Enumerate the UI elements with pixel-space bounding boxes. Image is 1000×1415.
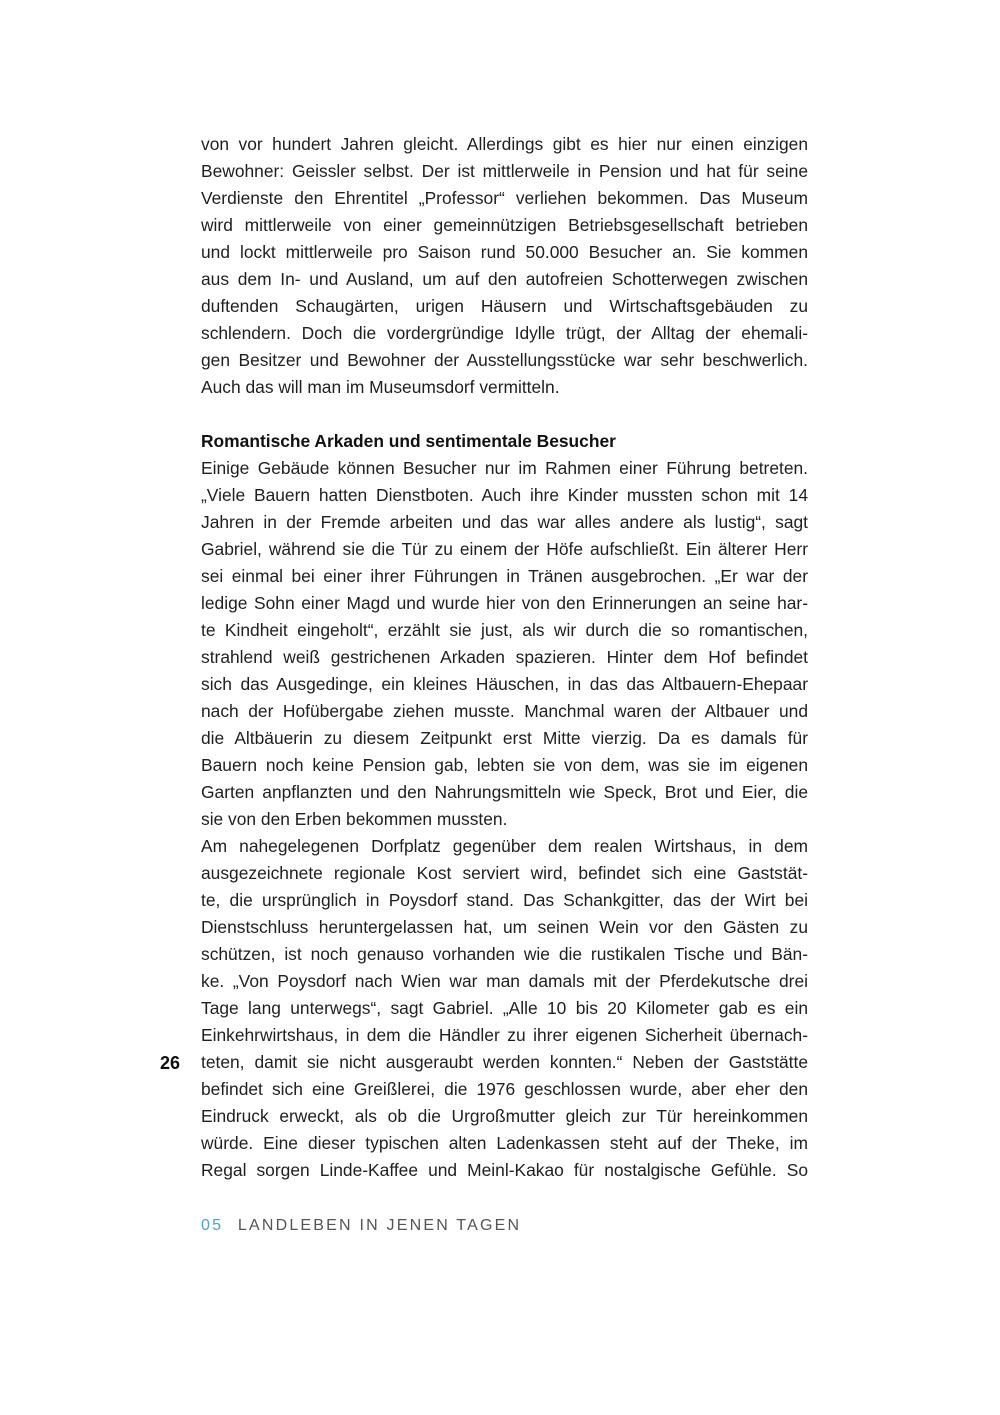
text-line: wird mittlerweile von einer gemeinnützigen Betriebsgesellschaft betrieben bbox=[201, 215, 808, 235]
running-footer bbox=[201, 1214, 521, 1238]
section-heading: Romantische Arkaden und sentimentale Besucher bbox=[201, 431, 616, 451]
text-line: duftenden Schaugärten, urigen Häusern und Wirtschaftsgebäuden zu bbox=[201, 296, 808, 316]
text-line: sei einmal bei einer ihrer Führungen in Tränen ausgebrochen. „Er war der bbox=[201, 566, 808, 586]
text-line: Einkehrwirtshaus, in dem die Händler zu ihrer eigenen Sicherheit übernach- bbox=[201, 1025, 808, 1045]
text-line: te, die ursprünglich in Poysdorf stand. Das Schankgitter, das der Wirt bei bbox=[201, 890, 808, 910]
text-line: „Viele Bauern hatten Dienstboten. Auch ihre Kinder mussten schon mit 14 bbox=[201, 485, 808, 505]
text-line: aus dem In- und Ausland, um auf den autofreien Schotterwegen zwischen bbox=[201, 269, 808, 289]
main-text-column bbox=[201, 131, 808, 1184]
chapter-number: 05 bbox=[201, 1217, 224, 1234]
paragraph-1 bbox=[201, 131, 808, 401]
text-line: ledige Sohn einer Magd und wurde hier von den Erinnerungen an seine har- bbox=[201, 593, 808, 613]
text-line: Garten anpflanzten und den Nahrungsmitteln wie Speck, Brot und Eier, die bbox=[201, 782, 808, 802]
text-line: sich das Ausgedinge, ein kleines Häuschen, in das das Altbauern-Ehepaar bbox=[201, 674, 808, 694]
text-line: befindet sich eine Greißlerei, die 1976 geschlossen wurde, aber eher den bbox=[201, 1079, 808, 1099]
text-line: Einige Gebäude können Besucher nur im Rahmen einer Führung betreten. bbox=[201, 458, 808, 478]
text-line: Auch das will man im Museumsdorf vermitteln. bbox=[201, 377, 560, 397]
paragraph-spacer bbox=[201, 401, 808, 428]
text-line: die Altbäuerin zu diesem Zeitpunkt erst Mitte vierzig. Da es damals für bbox=[201, 728, 808, 748]
chapter-title: LANDLEBEN IN JENEN TAGEN bbox=[237, 1217, 522, 1234]
text-line: Regal sorgen Linde-Kaffee und Meinl-Kakao für nostalgische Gefühle. So bbox=[201, 1160, 808, 1180]
text-line: und lockt mittlerweile pro Saison rund 50.000 Besucher an. Sie kommen bbox=[201, 242, 808, 262]
text-line: Eindruck erweckt, als ob die Urgroßmutter gleich zur Tür hereinkommen bbox=[201, 1106, 808, 1126]
text-line: Dienstschluss heruntergelassen hat, um seinen Wein vor den Gästen zu bbox=[201, 917, 808, 937]
page-number: 26 bbox=[160, 1053, 181, 1073]
text-line: strahlend weiß gestrichenen Arkaden spazieren. Hinter dem Hof befindet bbox=[201, 647, 808, 667]
text-line: würde. Eine dieser typischen alten Ladenkassen steht auf der Theke, im bbox=[201, 1133, 808, 1153]
paragraph-3 bbox=[201, 833, 808, 1184]
text-line: te Kindheit eingeholt“, erzählt sie just, als wir durch die so romantischen, bbox=[201, 620, 808, 640]
paragraph-2 bbox=[201, 455, 808, 833]
text-line: schlendern. Doch die vordergründige Idylle trügt, der Alltag der ehemali- bbox=[201, 323, 808, 343]
text-line: Jahren in der Fremde arbeiten und das war alles andere als lustig“, sagt bbox=[201, 512, 808, 532]
text-line: teten, damit sie nicht ausgeraubt werden konnten.“ Neben der Gaststätte bbox=[201, 1052, 808, 1072]
text-line: Verdienste den Ehrentitel „Professor“ verliehen bekommen. Das Museum bbox=[201, 188, 808, 208]
text-line: sie von den Erben bekommen mussten. bbox=[201, 809, 508, 829]
text-line: Tage lang unterwegs“, sagt Gabriel. „Alle 10 bis 20 Kilometer gab es ein bbox=[201, 998, 808, 1018]
text-line: Gabriel, während sie die Tür zu einem der Höfe aufschließt. Ein älterer Herr bbox=[201, 539, 808, 559]
text-line: ke. „Von Poysdorf nach Wien war man damals mit der Pferdekutsche drei bbox=[201, 971, 808, 991]
text-line: gen Besitzer und Bewohner der Ausstellungsstücke war sehr beschwerlich. bbox=[201, 350, 808, 370]
text-line: Bauern noch keine Pension gab, lebten sie von dem, was sie im eigenen bbox=[201, 755, 808, 775]
text-line: nach der Hofübergabe ziehen musste. Manchmal waren der Altbauer und bbox=[201, 701, 808, 721]
text-line: Am nahegelegenen Dorfplatz gegenüber dem realen Wirtshaus, in dem bbox=[201, 836, 808, 856]
text-line: von vor hundert Jahren gleicht. Allerdings gibt es hier nur einen einzigen bbox=[201, 134, 808, 154]
text-line: schützen, ist noch genauso vorhanden wie die rustikalen Tische und Bän- bbox=[201, 944, 808, 964]
text-line: ausgezeichnete regionale Kost serviert wird, befindet sich eine Gaststät- bbox=[201, 863, 808, 883]
text-line: Bewohner: Geissler selbst. Der ist mittlerweile in Pension und hat für seine bbox=[201, 161, 808, 181]
